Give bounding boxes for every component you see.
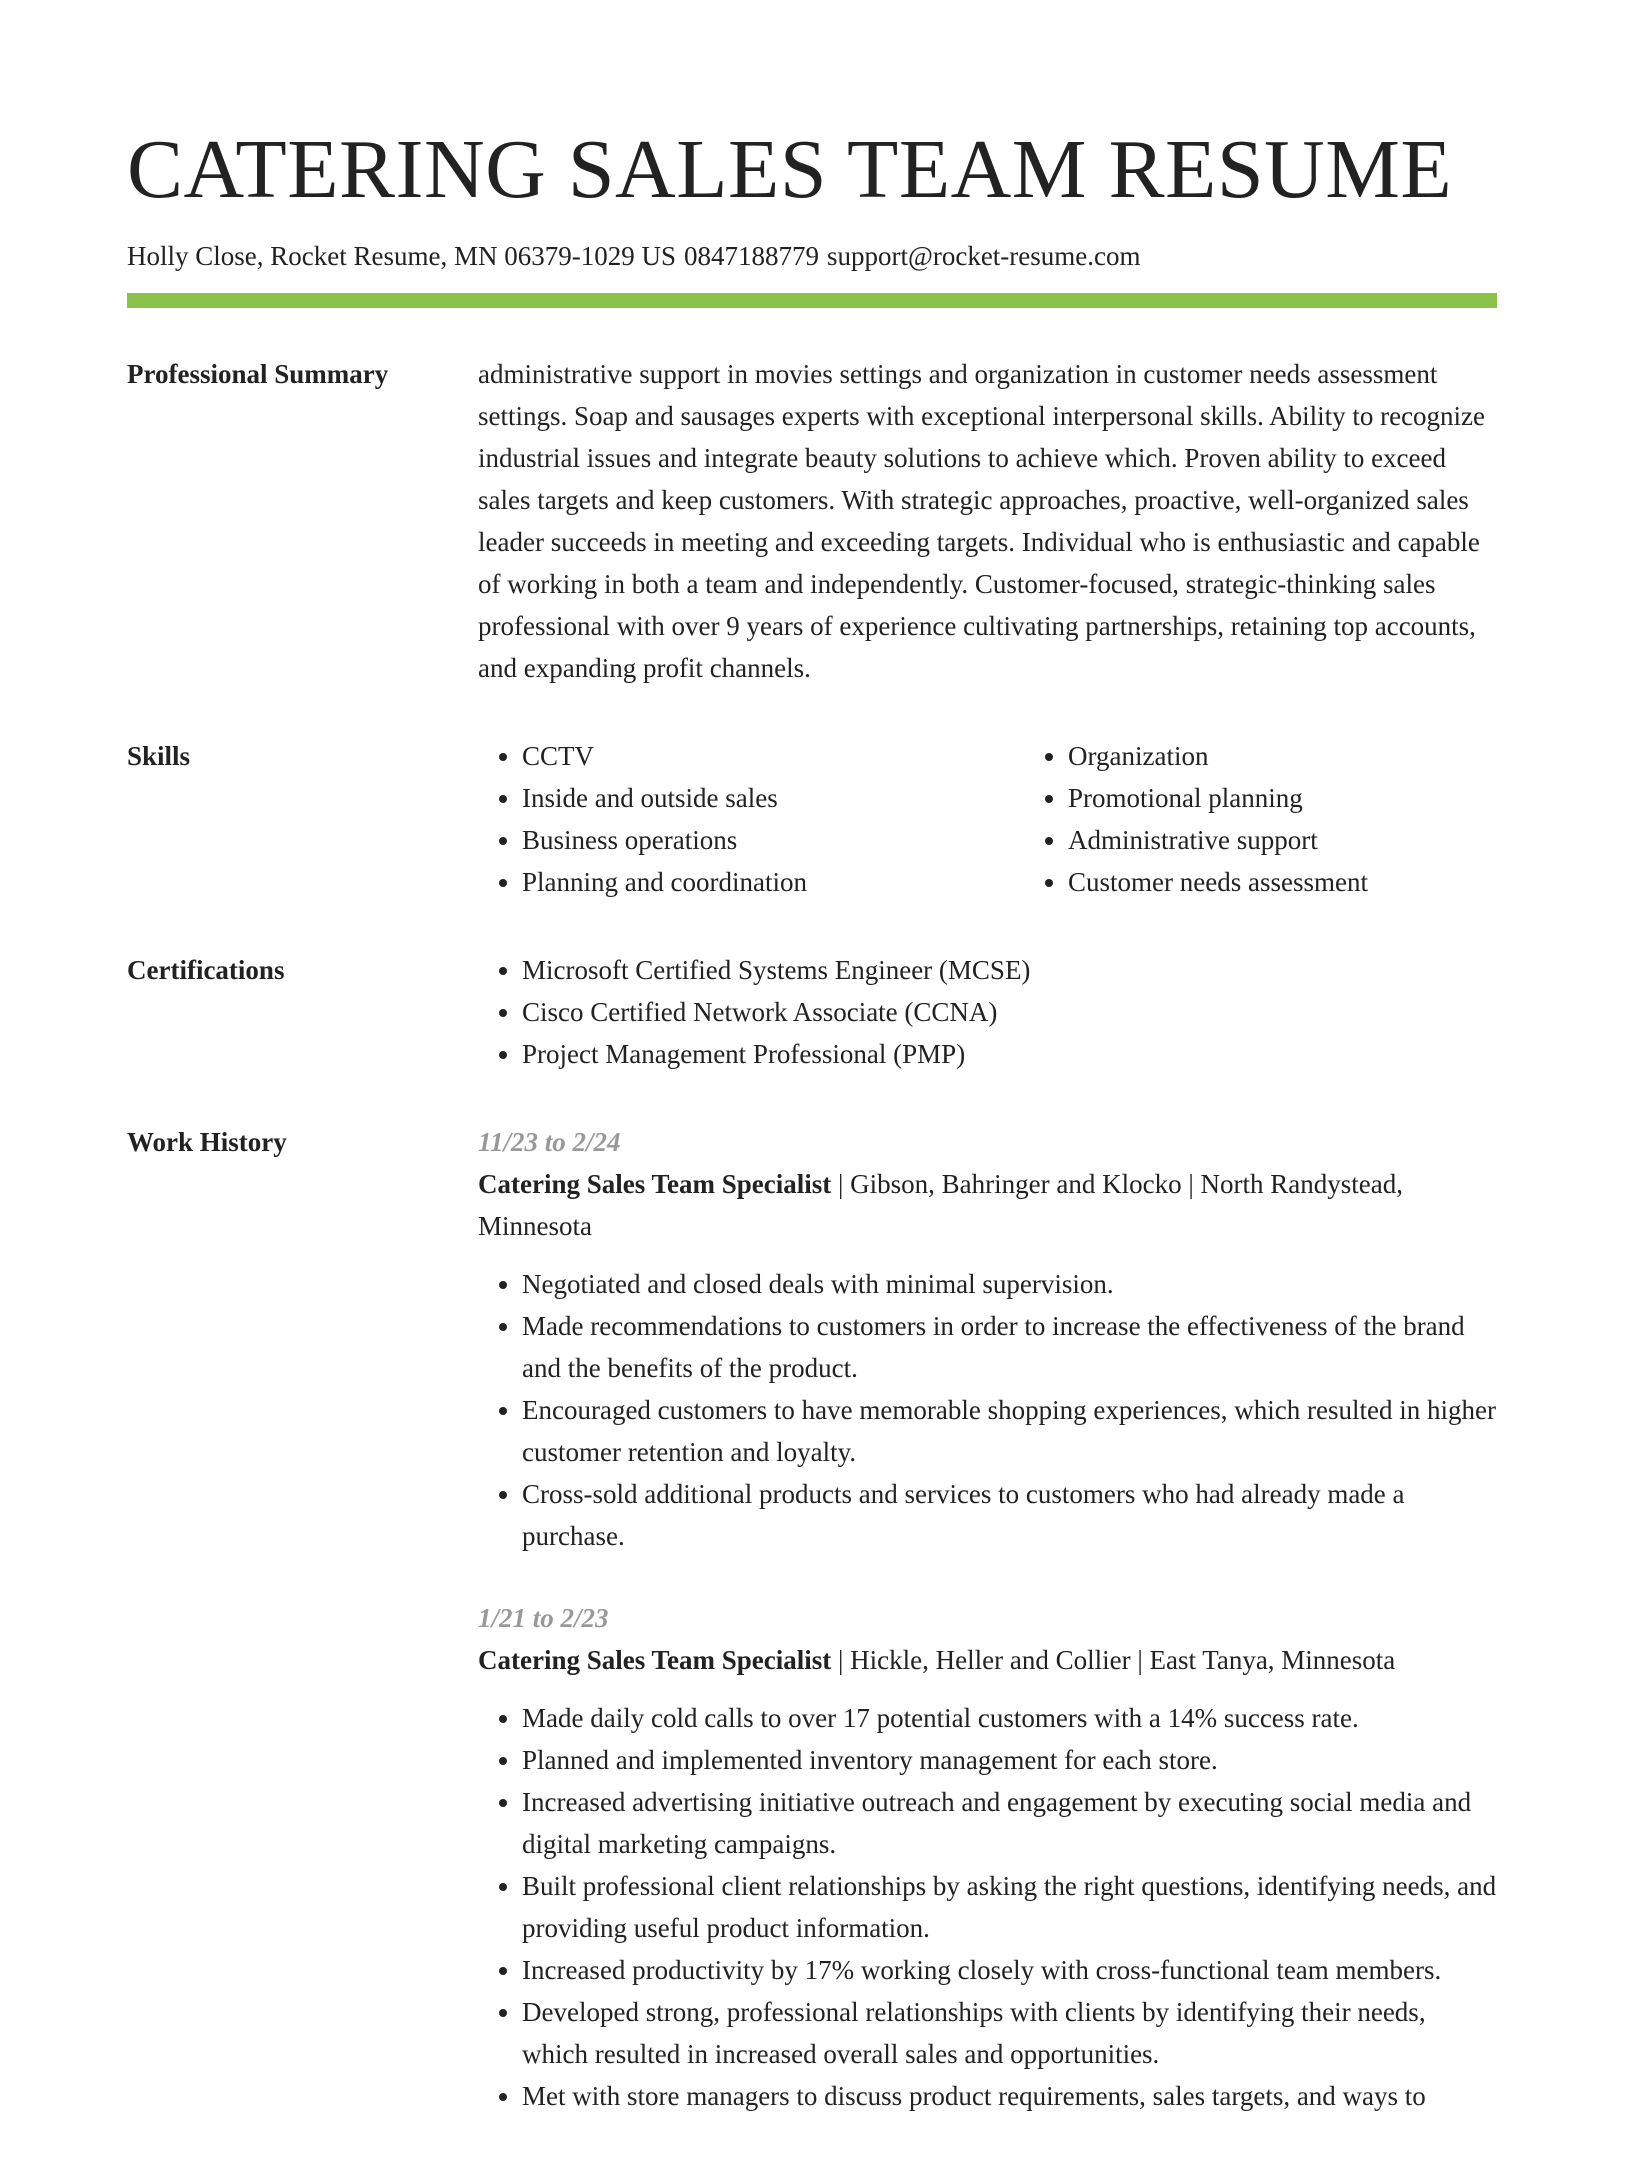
header-divider: [127, 293, 1497, 308]
resume-title: CATERING SALES TEAM RESUME: [127, 123, 1453, 216]
job-bullet: • Made daily cold calls to over 17 potential customers with a 14% success rate.: [522, 1697, 1497, 1739]
certification-item: • Project Management Professional (PMP): [522, 1033, 1497, 1075]
certifications-list: [478, 949, 1497, 1075]
skill-item: • Promotional planning: [1068, 777, 1570, 819]
skills-list-right: [1024, 735, 1570, 903]
job-title: Catering Sales Team Specialist: [478, 1645, 832, 1675]
skill-item: • CCTV: [522, 735, 1024, 777]
section-body: [478, 949, 1497, 1075]
job-bullet: • Increased advertising initiative outreach and engagement by executing social media and digital marketing campaigns.: [522, 1781, 1497, 1865]
contact-address: Holly Close, Rocket Resume, MN 06379-1029 US: [127, 241, 676, 271]
job-bullet: • Made recommendations to customers in order to increase the effectiveness of the brand and the benefits of the product.: [522, 1305, 1497, 1389]
skills-columns: [478, 735, 1570, 903]
skill-item: • Administrative support: [1068, 819, 1570, 861]
job-bullet: • Cross-sold additional products and services to customers who had already made a purchase.: [522, 1473, 1497, 1557]
skill-item: • Planning and coordination: [522, 861, 1024, 903]
job-bullet: • Developed strong, professional relationships with clients by identifying their needs, which resulted in increased overall sales and opportunities.: [522, 1991, 1497, 2075]
skill-item: • Inside and outside sales: [522, 777, 1024, 819]
job-bullet: • Built professional client relationships by asking the right questions, identifying needs, and providing useful product information.: [522, 1865, 1497, 1949]
job-bullet: • Met with store managers to discuss product requirements, sales targets, and ways to: [522, 2075, 1497, 2117]
section-body: [478, 1121, 1497, 2157]
job-bullets: [478, 1697, 1497, 2117]
job-title: Catering Sales Team Specialist: [478, 1169, 832, 1199]
section-label: Professional Summary: [127, 359, 389, 389]
certification-item: • Microsoft Certified Systems Engineer (MCSE): [522, 949, 1497, 991]
job-dates: 1/21 to 2/23: [478, 1603, 609, 1633]
job-header: [478, 1163, 1497, 1247]
job-entry: [478, 1597, 1497, 2117]
job-bullet: • Planned and implemented inventory management for each store.: [522, 1739, 1497, 1781]
skill-item: • Customer needs assessment: [1068, 861, 1570, 903]
skills-list-left: [478, 735, 1024, 903]
job-details: | Hickle, Heller and Collier | East Tanya, Minnesota: [831, 1645, 1396, 1675]
contact-phone: 0847188779: [683, 241, 819, 271]
job-bullet: • Encouraged customers to have memorable shopping experiences, which resulted in higher customer retention and loyalty.: [522, 1389, 1497, 1473]
section-work-history: [127, 1121, 1497, 2157]
section-certifications: [127, 949, 1497, 1075]
certification-item: • Cisco Certified Network Associate (CCNA): [522, 991, 1497, 1033]
job-header: [478, 1639, 1497, 1681]
job-details: | Gibson, Bahringer and Klocko | North Randystead, Minnesota: [478, 1169, 1403, 1241]
section-body: [478, 353, 1497, 689]
job-entry: [478, 1121, 1497, 1557]
resume-page: [127, 0, 1497, 2157]
job-bullets: [478, 1263, 1497, 1557]
contact-email: support@rocket-resume.com: [826, 241, 1141, 271]
section-skills: [127, 735, 1497, 903]
skill-item: • Business operations: [522, 819, 1024, 861]
job-bullet: • Negotiated and closed deals with minimal supervision.: [522, 1263, 1497, 1305]
job-dates: 11/23 to 2/24: [478, 1127, 621, 1157]
section-label: Certifications: [127, 955, 285, 985]
skill-item: • Organization: [1068, 735, 1570, 777]
summary-text: administrative support in movies settings and organization in customer needs assessment settings. Soap and sausages experts with exceptional interpersonal skills. Ability to recognize industrial issues and integrate beauty solutions to achieve which. Proven ability to exceed sales targets and keep customers. With strategic approaches, proactive, well-organized sales leader succeeds in meeting and exceeding targets. Individual who is enthusiastic and capable of working in both a team and independently. Customer-focused, strategic-thinking sales professional with over 9 years of experience cultivating partnerships, retaining top accounts, and expanding profit channels.: [478, 359, 1486, 683]
section-label: Skills: [127, 741, 191, 771]
contact-line: [127, 238, 1497, 274]
section-professional-summary: [127, 353, 1497, 689]
section-label: Work History: [127, 1127, 287, 1157]
job-bullet: • Increased productivity by 17% working closely with cross-functional team members.: [522, 1949, 1497, 1991]
